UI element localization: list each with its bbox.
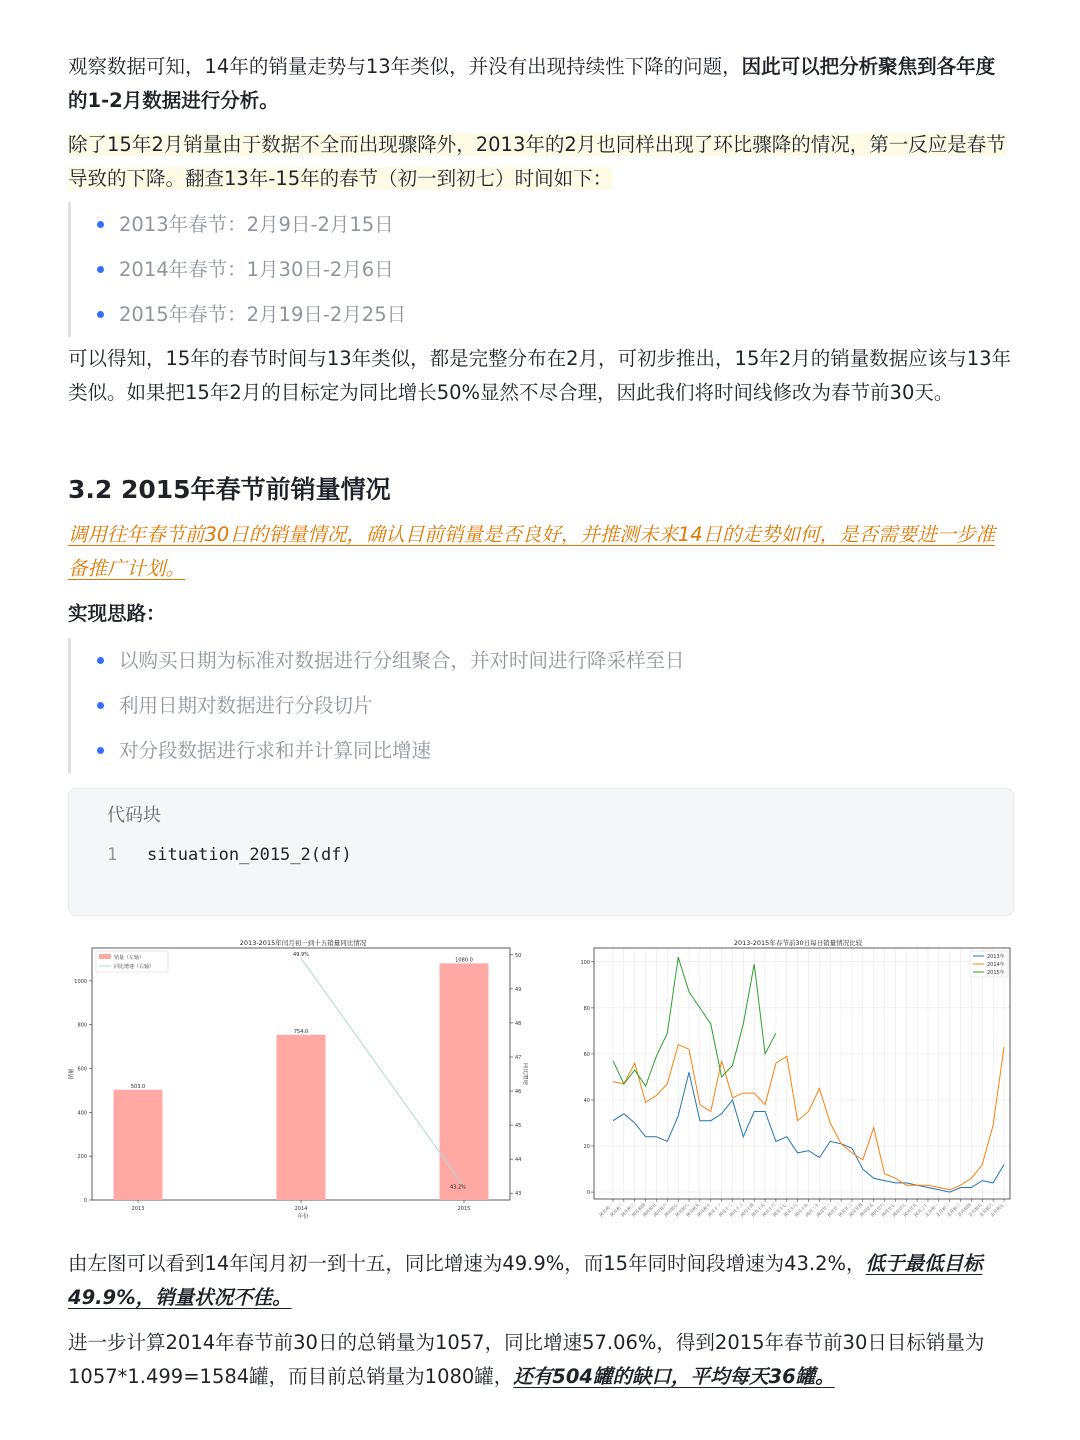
x-tick-label: 正月初二 [935, 1202, 951, 1218]
bar-2014 [277, 1035, 326, 1200]
approach-label: 实现思路： [68, 602, 166, 625]
x-tick-label: 闰月廿三 [837, 1202, 853, 1218]
list-item: 2015年春节：2月19日-2月25日 [97, 292, 406, 337]
x-tick-label: 闰月十一 [706, 1202, 723, 1218]
y-tick-label: 1000 [74, 978, 87, 985]
y-tick-label: 0 [586, 1190, 590, 1197]
growth-label: 43.2% [450, 1184, 466, 1191]
y2-tick-label: 48 [515, 1020, 522, 1027]
list-item: 2014年春节：1月30日-2月6日 [97, 247, 406, 292]
y2-tick-label: 47 [515, 1054, 522, 1061]
bar-2015 [440, 963, 489, 1200]
x-tick-label: 闰月十四 [739, 1202, 755, 1218]
x-tick-label: 2013 [131, 1206, 145, 1212]
code-line[interactable] [107, 845, 352, 865]
y-axis-label: 销量 [69, 1068, 75, 1080]
y-tick-label: 0 [83, 1198, 87, 1204]
bar-value-label: 1080.0 [455, 957, 473, 964]
legend-label-growth: 同比增速（右轴） [114, 964, 155, 970]
x-tick-label: 闰月初八 [674, 1202, 690, 1218]
goal-paragraph [68, 518, 1013, 586]
x-tick-label: 闰月十八 [782, 1202, 799, 1218]
x-tick-label: 闰月廿二 [826, 1202, 842, 1218]
x-tick-label: 闰月二十 [804, 1202, 821, 1218]
x-tick-label: 闰月廿六 [869, 1202, 886, 1218]
y-tick-label: 20 [583, 1144, 590, 1151]
bar-2013 [114, 1090, 163, 1200]
target-emphasis: 还有504罐的缺口，平均每天36罐。 [513, 1365, 835, 1388]
x-tick-label: 闰月初十 [696, 1202, 712, 1218]
bar-value-label: 754.0 [293, 1028, 309, 1035]
y2-axis-label: 同比增速 [522, 1062, 528, 1086]
legend-label-2013: 2013年 [987, 954, 1005, 960]
paragraph-spring-festival [68, 128, 1013, 196]
line-number: 1 [107, 845, 118, 865]
x-tick-label: 正月初四 [956, 1202, 973, 1218]
x-tick-label: 正月初三 [945, 1202, 962, 1218]
y2-tick-label: 50 [515, 952, 522, 959]
y-tick-label: 400 [77, 1110, 87, 1117]
y2-tick-label: 46 [515, 1089, 522, 1096]
legend-label-2015: 2015年 [987, 970, 1005, 976]
approach-list [68, 638, 685, 773]
y-tick-label: 80 [583, 1005, 590, 1012]
x-axis-label: 年份 [297, 1214, 309, 1220]
x-tick-label: 闰月三十 [913, 1202, 929, 1218]
analysis-text: 由左图可以看到14年闰月初一到十五，同比增速为49.9%，而15年同时间段增速为43.2%， [68, 1252, 866, 1275]
bar-value-label: 503.0 [130, 1083, 146, 1090]
y2-tick-label: 43 [515, 1191, 522, 1198]
x-tick-label: 闰月初二 [609, 1202, 625, 1218]
y-tick-label: 100 [580, 959, 590, 966]
legend-swatch-bar [99, 954, 111, 959]
target-text: 进一步计算2014年春节前30日的总销量为1057，同比增速57.06%，得到2015年春节前30日目标销量为1057*1.499=1584罐，而目前总销量为1080罐， [68, 1331, 985, 1388]
paragraph-analysis [68, 1247, 1013, 1315]
chart-title: 2013-2015年春节前30日每日销量情况比较 [733, 939, 863, 947]
x-tick-label: 闰月十九 [793, 1202, 810, 1218]
x-tick-label: 闰月初五 [641, 1202, 658, 1218]
bar-growth-chart [68, 936, 528, 1224]
x-tick-label: 闰月廿四 [848, 1202, 864, 1218]
x-tick-label: 正月初五 [967, 1202, 983, 1218]
chart-title: 2013-2015年闰月初一到十五销量同比情况 [239, 939, 367, 947]
x-tick-label: 闰月廿七 [880, 1202, 897, 1218]
code-block-title: 代码块 [107, 805, 161, 826]
paragraph-target [68, 1326, 1013, 1394]
x-tick-label: 闰月十二 [717, 1202, 734, 1218]
list-item: 利用日期对数据进行分段切片 [97, 683, 685, 728]
chart-legend [970, 951, 1008, 977]
growth-label: 49.9% [293, 952, 309, 959]
y2-tick-label: 49 [515, 986, 522, 993]
y-tick-label: 40 [583, 1097, 590, 1104]
intro-bold-text: 因此可以把分析聚焦到各年度的1-2月数据进行分析。 [68, 55, 996, 112]
x-tick-label: 闰月初四 [630, 1202, 647, 1218]
analysis-emphasis: 低于最低目标49.9%，销量状况不佳。 [68, 1252, 983, 1309]
x-tick-label: 闰月初三 [620, 1202, 636, 1218]
code-text: situation_2015_2(df) [147, 845, 352, 865]
intro-text: 观察数据可知，14年的销量走势与13年类似，并没有出现持续性下降的问题， [68, 55, 742, 78]
section-title: 3.2 2015年春节前销量情况 [68, 475, 391, 504]
y-tick-label: 60 [583, 1051, 590, 1058]
x-tick-label: 闰月廿九 [902, 1202, 918, 1218]
x-tick-label: 闰月初九 [685, 1202, 701, 1218]
code-block[interactable] [68, 788, 1014, 916]
spring-festival-list [68, 202, 406, 337]
y-tick-label: 200 [77, 1154, 87, 1161]
y2-tick-label: 45 [515, 1123, 522, 1130]
highlighted-text: 除了15年2月销量由于数据不全而出现骤降外，2013年的2月也同样出现了环比骤降的情况，第一反应是春节导致的下降。翻查13年-15年的春节（初一到初七）时间如下： [68, 133, 1006, 190]
x-tick-label: 闰月廿八 [891, 1202, 907, 1218]
x-tick-label: 闰月十六 [761, 1202, 777, 1218]
chart-legend [96, 951, 168, 972]
x-tick-label: 闰月初七 [663, 1202, 679, 1218]
goal-text: 调用往年春节前30日的销量情况，确认目前销量是否良好，并推测未来14日的走势如何，是否需要进一步准备推广计划。 [68, 523, 996, 580]
list-item: 以购买日期为标准对数据进行分组聚合，并对时间进行降采样至日 [97, 638, 685, 683]
x-tick-label: 闰月十七 [772, 1202, 788, 1218]
y-tick-label: 600 [77, 1066, 87, 1073]
legend-label-sales: 销量（左轴） [114, 955, 145, 961]
list-item: 2013年春节：2月9日-2月15日 [97, 202, 406, 247]
x-tick-label: 闰月廿五 [858, 1202, 875, 1218]
list-item: 对分段数据进行求和并计算同比增速 [97, 728, 685, 773]
legend-label-2014: 2014年 [987, 962, 1005, 968]
x-tick-label: 正月初六 [978, 1202, 994, 1218]
series-line-2015年 [613, 957, 776, 1086]
daily-sales-line-chart [568, 936, 1020, 1228]
x-tick-label: 闰月初一 [598, 1202, 614, 1218]
x-tick-label: 闰月初六 [652, 1202, 669, 1218]
x-tick-label: 闰月十三 [728, 1202, 745, 1218]
x-tick-label: 2015 [457, 1206, 471, 1212]
x-tick-label: 闰月廿一 [815, 1202, 831, 1218]
x-tick-label: 2014 [294, 1206, 308, 1212]
paragraph-conclusion: 可以得知，15年的春节时间与13年类似，都是完整分布在2月，可初步推出，15年2月的销量数据应该与13年类似。如果把15年2月的目标定为同比增长50%显然不尽合理，因此我们将时间线修改为春节前30天。 [68, 347, 1012, 404]
y-tick-label: 800 [77, 1022, 87, 1029]
x-tick-label: 闰月十五 [750, 1202, 766, 1218]
x-tick-label: 正月初七 [989, 1202, 1005, 1218]
y2-tick-label: 44 [515, 1157, 522, 1164]
paragraph-intro [68, 50, 1013, 118]
x-tick-label: 正月初一 [924, 1202, 940, 1218]
